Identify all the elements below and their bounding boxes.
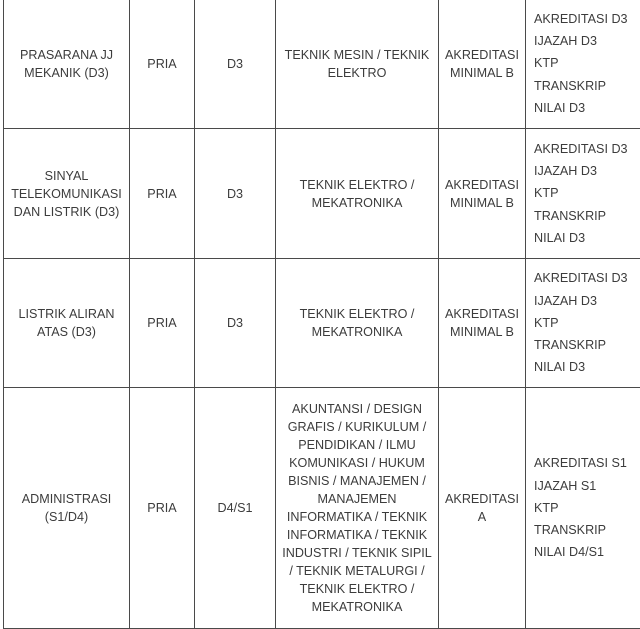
document-item: TRANSKRIP — [534, 334, 640, 356]
document-item: NILAI D3 — [534, 97, 640, 119]
document-item: NILAI D3 — [534, 227, 640, 249]
major-cell: AKUNTANSI / DESIGN GRAFIS / KURIKULUM / PENDIDIKAN / ILMU KOMUNIKASI / HUKUM BISNIS / MANAJEMEN / MANAJEMEN INFORMATIKA / TEKNIK INFORMATIKA / TEKNIK INDUSTRI / TEKNIK SIPIL / TEKNIK METALURGI / TEKNIK ELEKTRO / MEKATRONIKA — [276, 388, 439, 629]
position-cell: ADMINISTRASI (S1/D4) — [4, 388, 130, 629]
gender-cell: PRIA — [130, 388, 195, 629]
document-item: KTP — [534, 497, 640, 519]
accreditation-cell: AKREDITASI A — [439, 388, 526, 629]
table-row — [4, 129, 640, 259]
education-cell: D3 — [195, 259, 276, 388]
gender-cell: PRIA — [130, 259, 195, 388]
document-item: TRANSKRIP — [534, 75, 640, 97]
document-item: TRANSKRIP — [534, 519, 640, 541]
education-cell: D3 — [195, 0, 276, 129]
document-item: AKREDITASI S1 — [534, 452, 640, 474]
position-cell: PRASARANA JJ MEKANIK (D3) — [4, 0, 130, 129]
document-item: AKREDITASI D3 — [534, 267, 640, 289]
document-item: KTP — [534, 182, 640, 204]
major-cell: TEKNIK ELEKTRO / MEKATRONIKA — [276, 259, 439, 388]
documents-cell — [526, 388, 640, 629]
document-item: AKREDITASI D3 — [534, 138, 640, 160]
accreditation-cell: AKREDITASI MINIMAL B — [439, 259, 526, 388]
education-cell: D3 — [195, 129, 276, 259]
documents-cell — [526, 259, 640, 388]
document-item: IJAZAH D3 — [534, 160, 640, 182]
position-cell: SINYAL TELEKOMUNIKASI DAN LISTRIK (D3) — [4, 129, 130, 259]
documents-cell — [526, 0, 640, 129]
position-cell: LISTRIK ALIRAN ATAS (D3) — [4, 259, 130, 388]
accreditation-cell: AKREDITASI MINIMAL B — [439, 0, 526, 129]
document-item: IJAZAH D3 — [534, 30, 640, 52]
table-row — [4, 259, 640, 388]
education-cell: D4/S1 — [195, 388, 276, 629]
accreditation-cell: AKREDITASI MINIMAL B — [439, 129, 526, 259]
document-item: NILAI D3 — [534, 356, 640, 378]
table-row — [4, 388, 640, 629]
gender-cell: PRIA — [130, 0, 195, 129]
major-cell: TEKNIK MESIN / TEKNIK ELEKTRO — [276, 0, 439, 129]
document-item: KTP — [534, 312, 640, 334]
major-cell: TEKNIK ELEKTRO / MEKATRONIKA — [276, 129, 439, 259]
requirements-table — [3, 0, 640, 629]
document-item: TRANSKRIP — [534, 205, 640, 227]
document-item: IJAZAH D3 — [534, 290, 640, 312]
document-item: AKREDITASI D3 — [534, 8, 640, 30]
table-row — [4, 0, 640, 129]
gender-cell: PRIA — [130, 129, 195, 259]
document-item: IJAZAH S1 — [534, 475, 640, 497]
document-item: KTP — [534, 52, 640, 74]
documents-cell — [526, 129, 640, 259]
document-item: NILAI D4/S1 — [534, 541, 640, 563]
